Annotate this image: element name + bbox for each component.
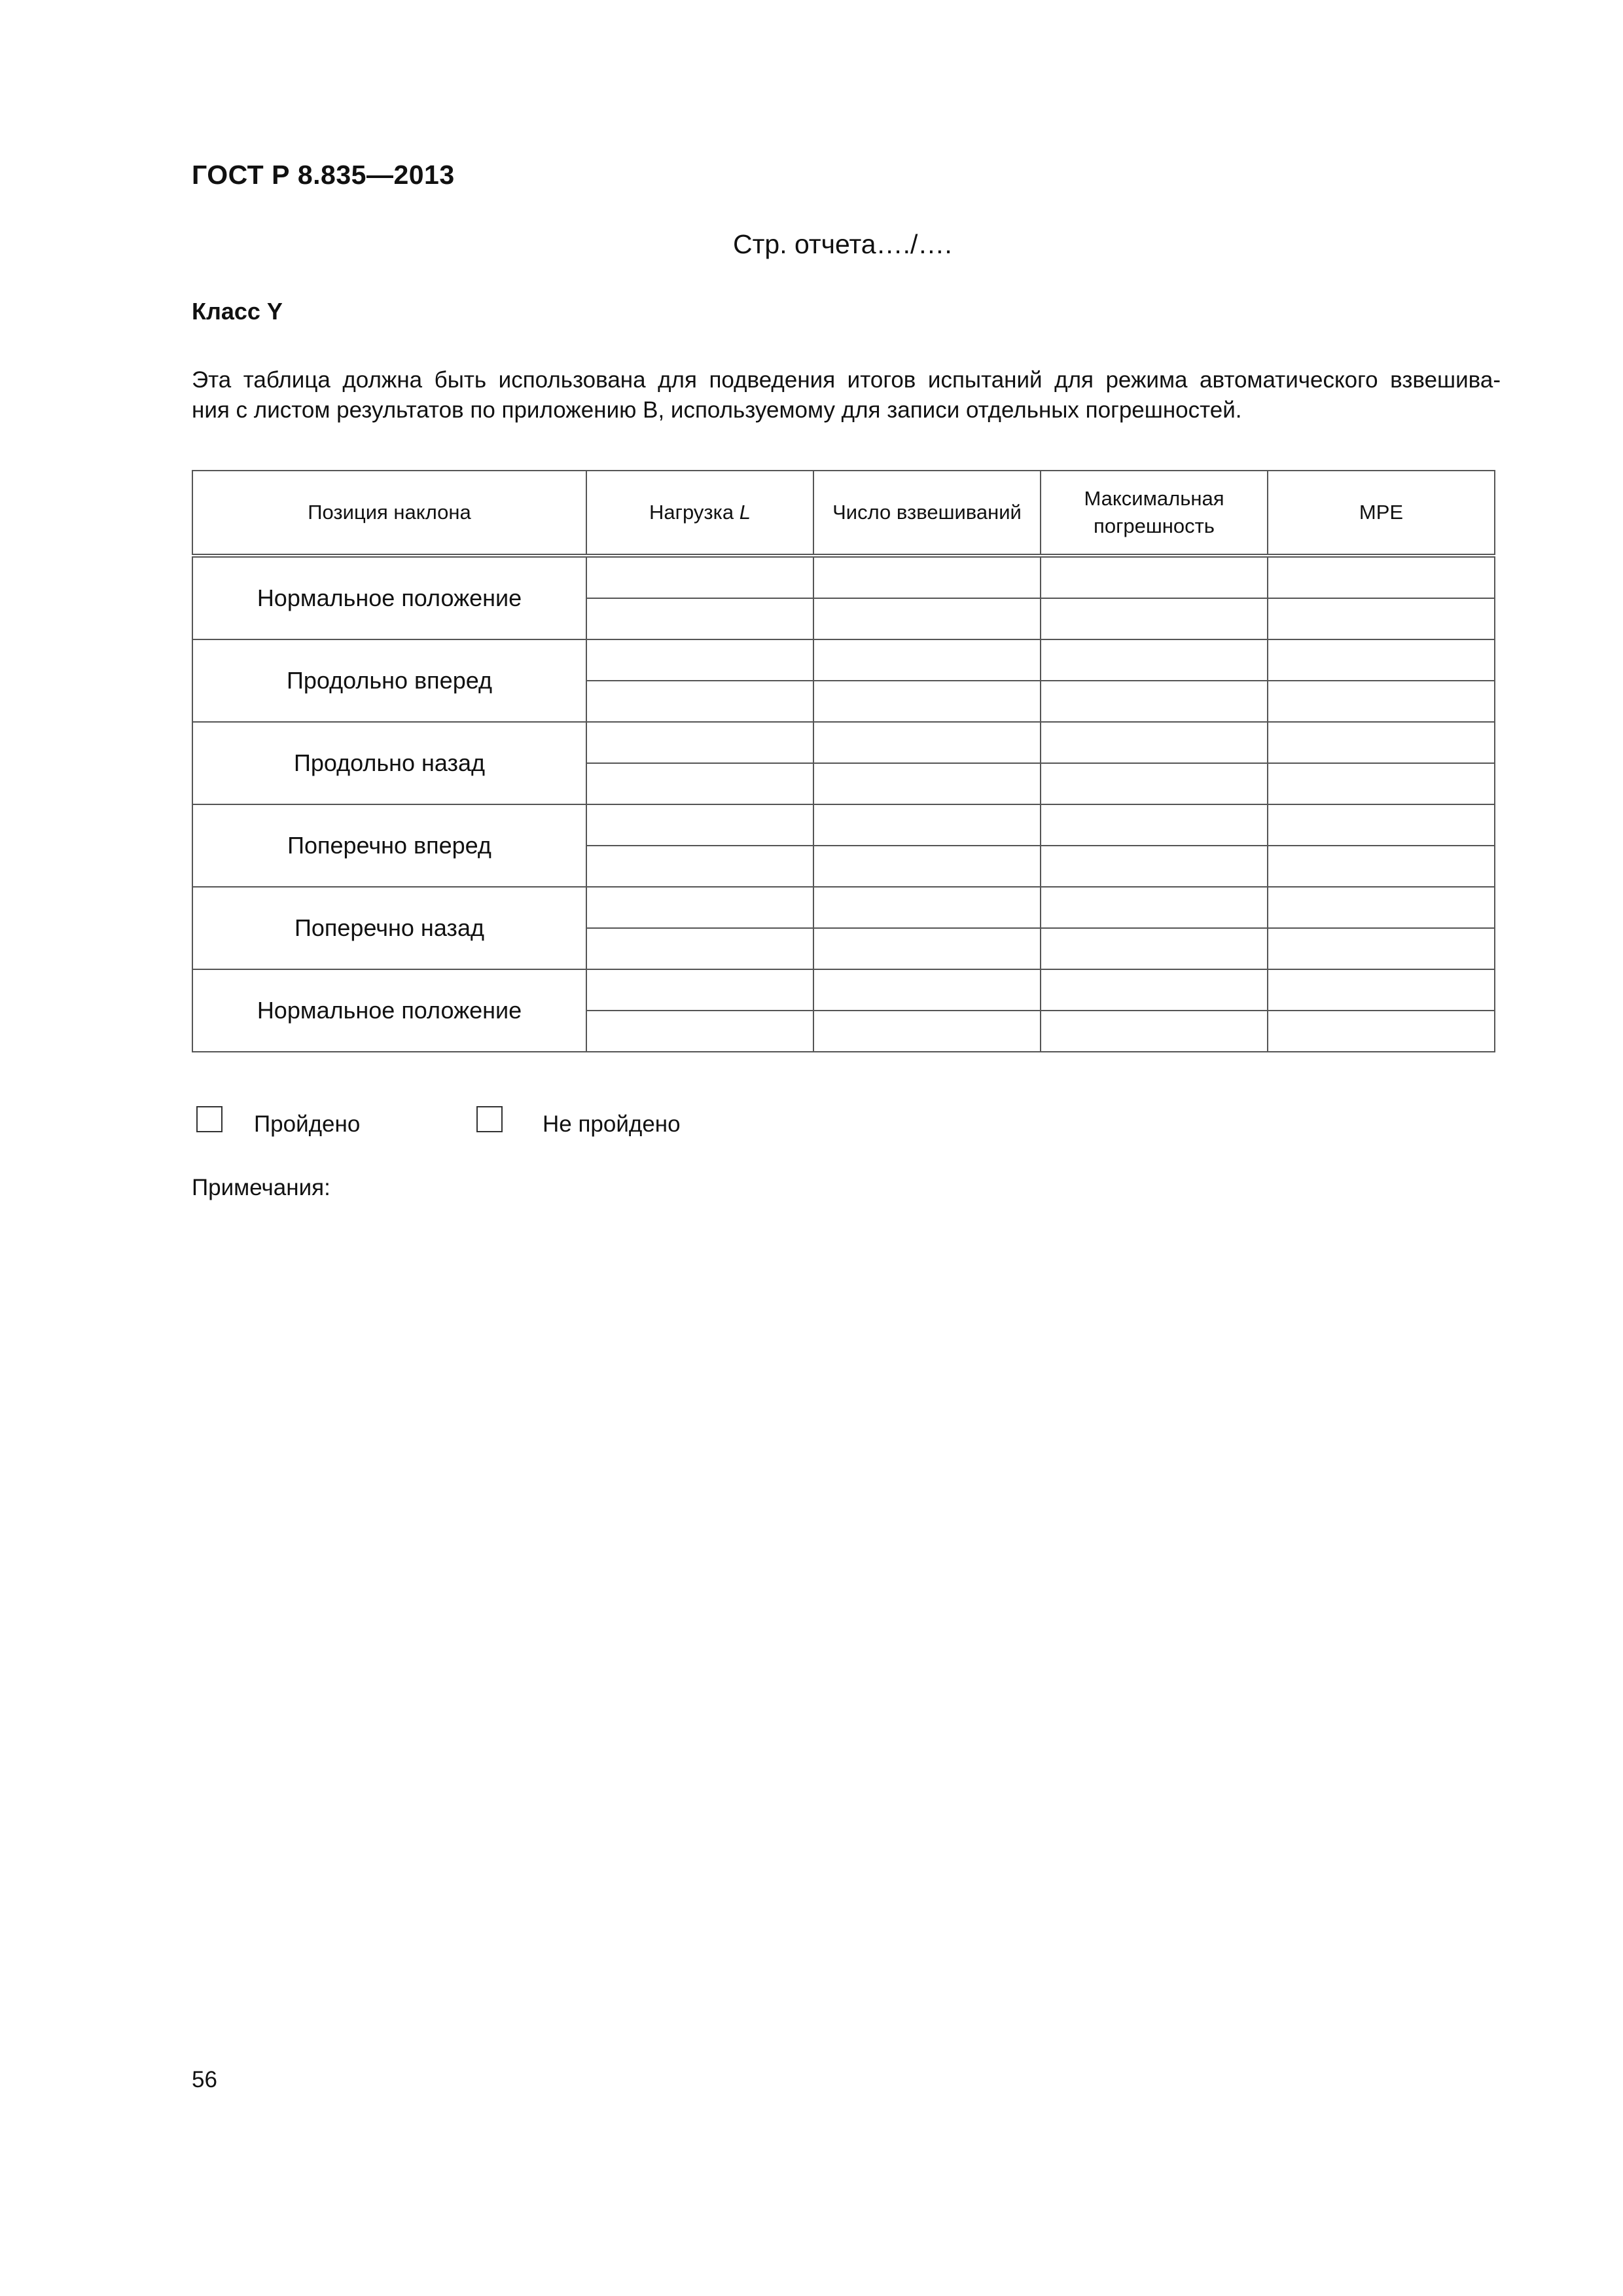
failed-label: Не пройдено xyxy=(543,1111,681,1137)
header-position: Позиция наклона xyxy=(192,471,586,556)
weighings-cell[interactable] xyxy=(813,804,1041,846)
mpe-cell[interactable] xyxy=(1268,598,1495,639)
mpe-cell[interactable] xyxy=(1268,639,1495,681)
header-weighings: Число взвешиваний xyxy=(813,471,1041,556)
intro-paragraph xyxy=(192,365,1501,425)
weighings-cell[interactable] xyxy=(813,928,1041,969)
table-row xyxy=(192,556,1495,598)
mpe-cell[interactable] xyxy=(1268,556,1495,598)
position-cell: Поперечно вперед xyxy=(192,804,586,887)
load-cell[interactable] xyxy=(586,928,813,969)
table-row xyxy=(192,804,1495,846)
weighings-cell[interactable] xyxy=(813,639,1041,681)
weighings-cell[interactable] xyxy=(813,681,1041,722)
position-cell: Нормальное положение xyxy=(192,556,586,639)
mpe-cell[interactable] xyxy=(1268,887,1495,928)
position-cell: Продольно вперед xyxy=(192,639,586,722)
load-cell[interactable] xyxy=(586,722,813,763)
position-cell: Продольно назад xyxy=(192,722,586,804)
weighings-cell[interactable] xyxy=(813,887,1041,928)
header-mpe: MPE xyxy=(1268,471,1495,556)
max-error-cell[interactable] xyxy=(1041,846,1268,887)
max-error-cell[interactable] xyxy=(1041,928,1268,969)
mpe-cell[interactable] xyxy=(1268,804,1495,846)
mpe-cell[interactable] xyxy=(1268,681,1495,722)
load-cell[interactable] xyxy=(586,556,813,598)
max-error-cell[interactable] xyxy=(1041,969,1268,1011)
max-error-cell[interactable] xyxy=(1041,556,1268,598)
mpe-cell[interactable] xyxy=(1268,928,1495,969)
mpe-cell[interactable] xyxy=(1268,1011,1495,1052)
max-error-cell[interactable] xyxy=(1041,681,1268,722)
table-row xyxy=(192,969,1495,1011)
header-load xyxy=(586,471,813,556)
table-row xyxy=(192,887,1495,928)
load-cell[interactable] xyxy=(586,1011,813,1052)
max-error-cell[interactable] xyxy=(1041,763,1268,804)
section-title: Класс Y xyxy=(192,298,283,325)
weighings-cell[interactable] xyxy=(813,598,1041,639)
weighings-cell[interactable] xyxy=(813,1011,1041,1052)
header-max-error-line1: Максимальная xyxy=(1084,487,1224,510)
load-cell[interactable] xyxy=(586,763,813,804)
table-row xyxy=(192,639,1495,681)
load-cell[interactable] xyxy=(586,598,813,639)
max-error-cell[interactable] xyxy=(1041,639,1268,681)
notes-label: Примечания: xyxy=(192,1175,330,1200)
header-load-label: Нагрузка xyxy=(649,501,740,524)
load-cell[interactable] xyxy=(586,804,813,846)
max-error-cell[interactable] xyxy=(1041,1011,1268,1052)
tilt-summary-table xyxy=(192,470,1495,1052)
load-cell[interactable] xyxy=(586,846,813,887)
max-error-cell[interactable] xyxy=(1041,598,1268,639)
load-cell[interactable] xyxy=(586,887,813,928)
mpe-cell[interactable] xyxy=(1268,722,1495,763)
intro-line-1: Эта таблица должна быть использована для подведения итогов испытаний для режима автоматического взвешива- xyxy=(192,367,1501,393)
failed-checkbox[interactable] xyxy=(476,1106,503,1132)
weighings-cell[interactable] xyxy=(813,846,1041,887)
header-max-error-line2: погрешность xyxy=(1094,514,1215,537)
max-error-cell[interactable] xyxy=(1041,804,1268,846)
weighings-cell[interactable] xyxy=(813,556,1041,598)
weighings-cell[interactable] xyxy=(813,763,1041,804)
load-cell[interactable] xyxy=(586,969,813,1011)
load-cell[interactable] xyxy=(586,639,813,681)
weighings-cell[interactable] xyxy=(813,722,1041,763)
position-cell: Поперечно назад xyxy=(192,887,586,969)
page-number: 56 xyxy=(192,2067,217,2092)
header-load-variable: L xyxy=(739,501,751,524)
report-page-counter: Стр. отчета…./…. xyxy=(733,229,952,259)
table-header-row xyxy=(192,471,1495,556)
document-code: ГОСТ Р 8.835—2013 xyxy=(192,160,455,190)
mpe-cell[interactable] xyxy=(1268,969,1495,1011)
max-error-cell[interactable] xyxy=(1041,887,1268,928)
table-row xyxy=(192,722,1495,763)
passed-checkbox[interactable] xyxy=(196,1106,223,1132)
weighings-cell[interactable] xyxy=(813,969,1041,1011)
mpe-cell[interactable] xyxy=(1268,763,1495,804)
passed-label: Пройдено xyxy=(254,1111,361,1137)
header-max-error xyxy=(1041,471,1268,556)
max-error-cell[interactable] xyxy=(1041,722,1268,763)
position-cell: Нормальное положение xyxy=(192,969,586,1052)
load-cell[interactable] xyxy=(586,681,813,722)
intro-line-2: ния с листом результатов по приложению B, используемому для записи отдельных погрешностей. xyxy=(192,397,1242,423)
mpe-cell[interactable] xyxy=(1268,846,1495,887)
